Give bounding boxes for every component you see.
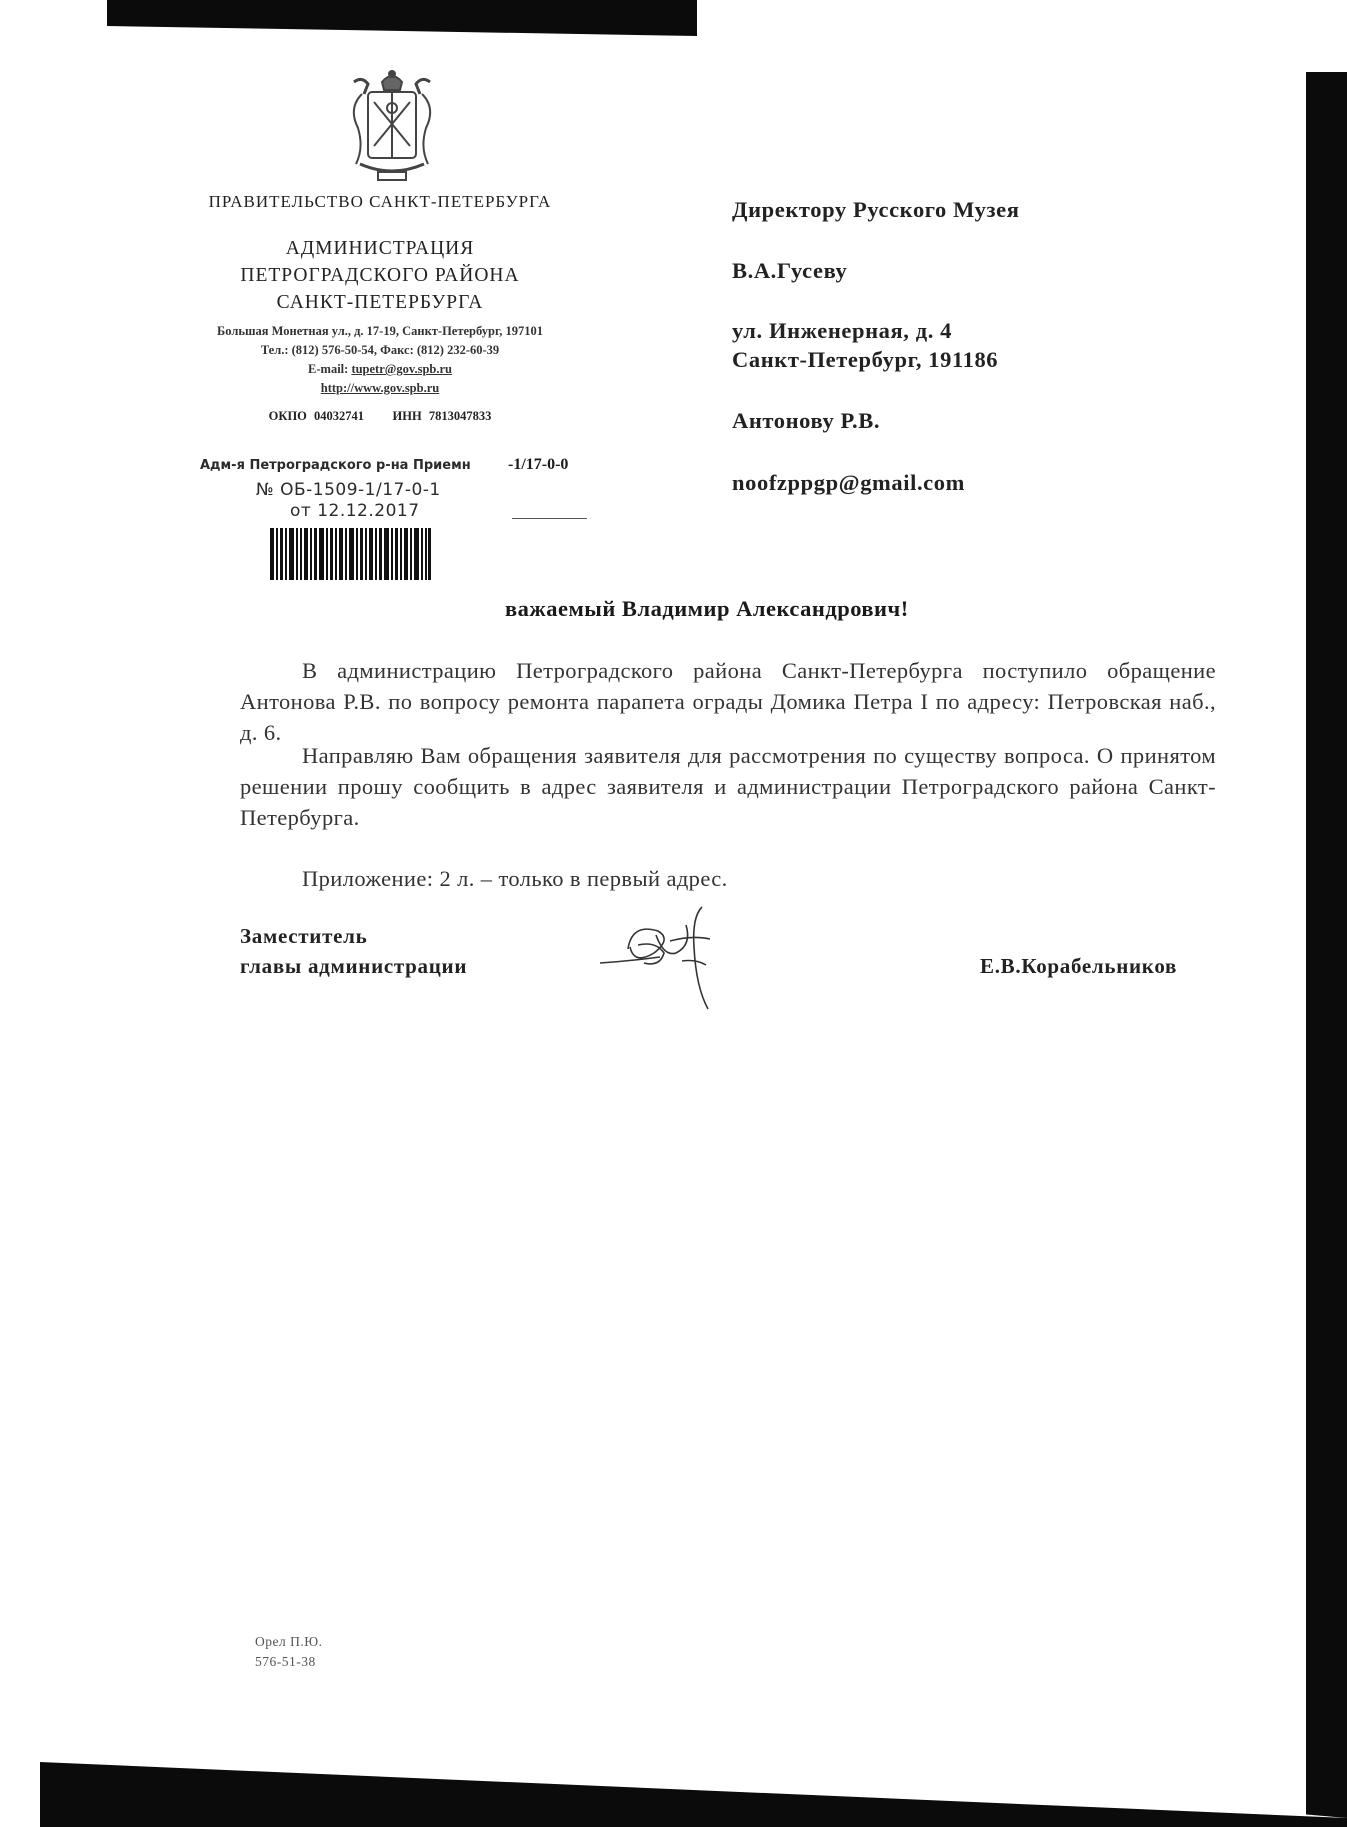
signer-name: Е.В.Корабельников	[980, 954, 1178, 978]
signer-position-line-2: главы администрации	[240, 954, 468, 978]
registration-date: от 12.12.2017	[290, 501, 420, 521]
body-paragraph-1-text: В администрацию Петроградского района Санкт-Петербурга поступило обращение Антонова Р.В. по вопросу ремонта парапета ограды Домика Петра I по адресу: Петровская наб., д. 6.	[240, 658, 1216, 745]
administration-line-3: САНКТ-ПЕТЕРБУРГА	[276, 292, 484, 313]
salutation: важаемый Владимир Александрович!	[505, 596, 909, 621]
registration-number-suffix: -1/17-0-0	[508, 456, 569, 473]
organization-codes: ОКПО 04032741 ИНН 7813047833	[268, 409, 492, 423]
body-paragraph-2	[240, 740, 1216, 833]
administration-line-1: АДМИНИСТРАЦИЯ	[285, 238, 475, 259]
signer-position-line-1: Заместитель	[240, 924, 368, 948]
registration-stamp-line-1: Адм-я Петроградского р-на Приемн	[200, 458, 471, 473]
recipient-city: Санкт-Петербург, 191186	[732, 347, 999, 372]
sender-email-link[interactable]: tupetr@gov.spb.ru	[351, 362, 452, 376]
administration-line-2: ПЕТРОГРАДСКОГО РАЙОНА	[240, 265, 520, 286]
email-label: E-mail:	[308, 362, 352, 376]
sender-website-line	[150, 381, 610, 396]
copy-recipient-email[interactable]: noofzppgp@gmail.com	[732, 470, 965, 495]
recipient-title: Директору Русского Музея	[732, 197, 1020, 222]
sender-website-link[interactable]: http://www.gov.spb.ru	[320, 381, 440, 395]
recipient-name: В.А.Гусеву	[732, 258, 848, 283]
contact-phone: 576-51-38	[255, 1654, 316, 1669]
handwritten-signature	[598, 905, 738, 1010]
sender-phone-fax: Тел.: (812) 576-50-54, Факс: (812) 232-60-39	[260, 343, 500, 357]
scan-edge-right	[1306, 72, 1347, 1827]
body-paragraph-2-text: Направляю Вам обращения заявителя для рассмотрения по существу вопроса. О принятом решении прошу сообщить в адрес заявителя и администрации Петроградского района Санкт-Петербурга.	[240, 743, 1216, 830]
recipient-street: ул. Инженерная, д. 4	[732, 318, 953, 343]
scan-edge-bottom	[0, 1700, 1347, 1827]
attachment-note: Приложение: 2 л. – только в первый адрес.	[302, 866, 728, 891]
sender-address: Большая Монетная ул., д. 17-19, Санкт-Петербург, 197101	[217, 324, 543, 338]
scan-edge-top	[107, 0, 697, 38]
coat-of-arms-emblem	[340, 68, 444, 182]
contact-person: Орел П.Ю.	[255, 1634, 323, 1649]
sender-email-line	[150, 362, 610, 377]
government-title: ПРАВИТЕЛЬСТВО САНКТ-ПЕТЕРБУРГА	[208, 192, 552, 211]
body-paragraph-1	[240, 655, 1216, 748]
barcode	[270, 528, 431, 580]
copy-recipient: Антонову Р.В.	[732, 408, 881, 433]
stamp-underline	[512, 518, 587, 519]
registration-number: № ОБ-1509-1/17-0-1	[256, 480, 441, 500]
